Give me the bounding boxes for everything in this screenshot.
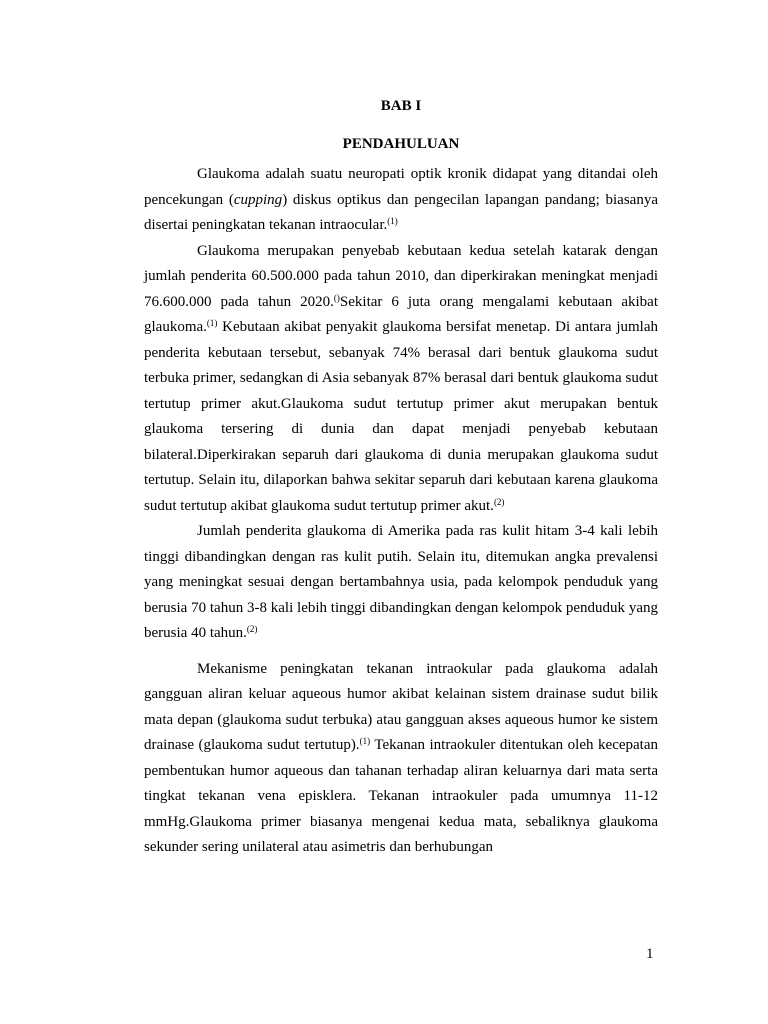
- citation-marker: (): [333, 292, 340, 303]
- text-run: Jumlah penderita glaukoma di Amerika pada ras kulit hitam 3-4 kali lebih tinggi dibandingkan dengan ras kulit putih. Selain itu, ditemukan angka prevalensi yang meningkat sesuai dengan bertambahnya usia, pada kelompok penduduk yang berusia 70 tahun 3-8 kali lebih tinggi dibandingkan dengan kelompok penduduk yang berusia 40 tahun.: [144, 523, 658, 641]
- body-paragraph: [144, 519, 658, 647]
- citation-marker: (2): [246, 624, 258, 634]
- chapter-heading: BAB I: [380, 98, 422, 114]
- text-run: Glaukoma merupakan penyebab kebutaan kedua setelah katarak dengan jumlah penderita 60.500.000 pada tahun 2010, dan diperkirakan meningkat menjadi 76.600.000 pada tahun 2020.: [144, 242, 658, 310]
- text-run: Kebutaan akibat penyakit glaukoma bersifat menetap. Di antara jumlah penderita kebutaan tersebut, sebanyak 74% berasal dari bentuk glaukoma sudut terbuka primer, sedangkan di Asia sebanyak 87% berasal dari bentuk glaukoma sudut tertutup primer akut.Glaukoma sudut tertutup primer akut merupakan bentuk glaukoma tersering di dunia dan dapat menjadi penyebab kebutaan bilateral.Diperkirakan separuh dari glaukoma di dunia merupakan glaukoma sudut tertutup. Selain itu, dilaporkan bahwa sekitar separuh dari kebutaan karena glaukoma sudut tertutup akibat glaukoma sudut tertutup primer akut.: [144, 319, 658, 514]
- page-number: 1: [646, 946, 654, 962]
- text-run: Sekitar 6 juta orang mengalami kebutaan akibat glaukoma.: [144, 293, 658, 335]
- citation-marker: (2): [493, 496, 505, 507]
- text-run: Tekanan intraokuler ditentukan oleh kecepatan pembentukan humor aqueous dan tahanan terhadap aliran keluarnya dari mata serta tingkat tekanan vena episklera. Tekanan intraokuler pada umumnya 11-12 mmHg.Glaukoma primer biasanya mengenai kedua mata, sebaliknya glaukoma sekunder sering unilateral atau asimetris dan berhubungan: [144, 737, 658, 855]
- citation-marker: (1): [387, 216, 398, 226]
- body-paragraph: [144, 162, 658, 239]
- page-content: [144, 96, 658, 861]
- italic-term: cupping: [233, 191, 283, 208]
- body-paragraph: [144, 657, 658, 861]
- body-paragraph: [144, 239, 658, 520]
- citation-marker: (1): [359, 736, 371, 746]
- text-run: Mekanisme peningkatan tekanan intraokular pada glaukoma adalah gangguan aliran keluar aqueous humor akibat kelainan sistem drainase sudut bilik mata depan (glaukoma sudut terbuka) atau gangguan akses aqueous humor ke sistem drainase (glaukoma sudut tertutup).: [144, 660, 658, 753]
- citation-marker: (1): [206, 318, 218, 328]
- section-title: PENDAHULUAN: [342, 136, 460, 152]
- body-text: [144, 162, 658, 861]
- text-run: ) diskus optikus dan pengecilan lapangan pandang; biasanya disertai peningkatan tekanan intraocular.: [144, 191, 658, 233]
- text-run: Glaukoma adalah suatu neuropati optik kronik didapat yang ditandai oleh pencekungan (: [144, 166, 658, 208]
